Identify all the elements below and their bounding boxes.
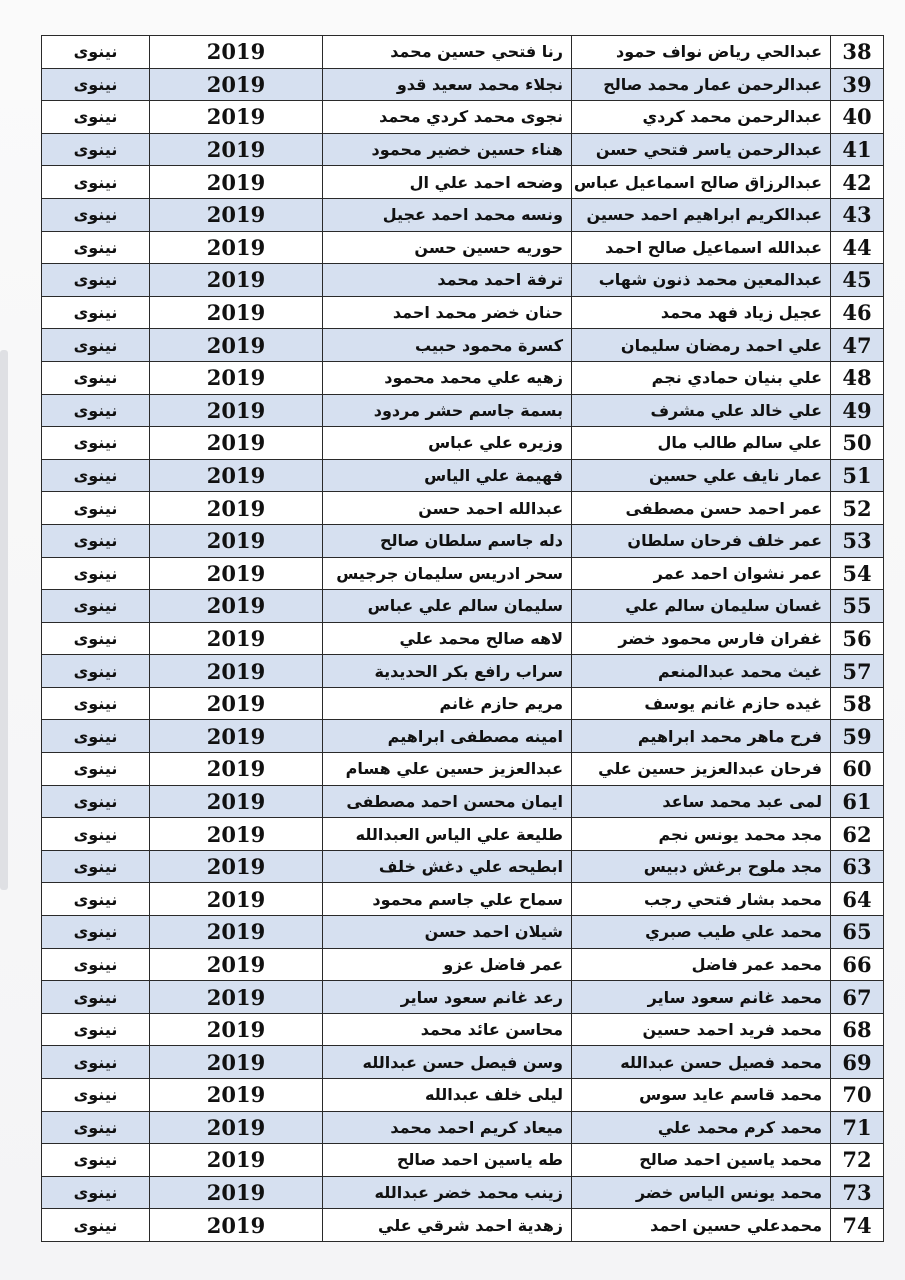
province-cell: نينوى xyxy=(42,524,150,557)
table-row xyxy=(42,1176,884,1209)
mother-name: رنا فتحي حسين محمد xyxy=(323,36,572,69)
mother-name: عبدالله احمد حسن xyxy=(323,492,572,525)
student-name: عبدالمعين محمد ذنون شهاب xyxy=(572,264,831,297)
year-cell: 2019 xyxy=(150,1111,323,1144)
mother-name: سراب رافع بكر الحديدية xyxy=(323,655,572,688)
table-row xyxy=(42,1111,884,1144)
province-cell: نينوى xyxy=(42,850,150,883)
mother-name: حنان خضر محمد احمد xyxy=(323,296,572,329)
row-number: 56 xyxy=(831,622,884,655)
mother-name: ابطيحه علي دغش خلف xyxy=(323,850,572,883)
row-number: 53 xyxy=(831,524,884,557)
year-cell: 2019 xyxy=(150,198,323,231)
row-number: 64 xyxy=(831,883,884,916)
mother-name: عمر فاضل عزو xyxy=(323,948,572,981)
year-cell: 2019 xyxy=(150,296,323,329)
province-cell: نينوى xyxy=(42,818,150,851)
student-name: محمدعلي حسين احمد xyxy=(572,1209,831,1242)
year-cell: 2019 xyxy=(150,133,323,166)
year-cell: 2019 xyxy=(150,590,323,623)
year-cell: 2019 xyxy=(150,264,323,297)
row-number: 70 xyxy=(831,1079,884,1112)
student-name: غيث محمد عبدالمنعم xyxy=(572,655,831,688)
row-number: 62 xyxy=(831,818,884,851)
student-name: محمد قاسم عايد سوس xyxy=(572,1079,831,1112)
row-number: 40 xyxy=(831,101,884,134)
student-name: لمى عبد محمد ساعد xyxy=(572,785,831,818)
row-number: 38 xyxy=(831,36,884,69)
table-row xyxy=(42,329,884,362)
table-row xyxy=(42,818,884,851)
province-cell: نينوى xyxy=(42,492,150,525)
province-cell: نينوى xyxy=(42,622,150,655)
province-cell: نينوى xyxy=(42,1013,150,1046)
year-cell: 2019 xyxy=(150,492,323,525)
province-cell: نينوى xyxy=(42,68,150,101)
province-cell: نينوى xyxy=(42,1079,150,1112)
student-name: محمد فريد احمد حسين xyxy=(572,1013,831,1046)
mother-name: فهيمة علي الياس xyxy=(323,459,572,492)
mother-name: ونسه محمد احمد عجيل xyxy=(323,198,572,231)
student-name: محمد كرم محمد علي xyxy=(572,1111,831,1144)
table-row xyxy=(42,557,884,590)
mother-name: ميعاد كريم احمد محمد xyxy=(323,1111,572,1144)
row-number: 39 xyxy=(831,68,884,101)
row-number: 57 xyxy=(831,655,884,688)
student-name: غيده حازم غانم يوسف xyxy=(572,687,831,720)
mother-name: نجوى محمد كردي محمد xyxy=(323,101,572,134)
year-cell: 2019 xyxy=(150,883,323,916)
mother-name: ترفة احمد محمد xyxy=(323,264,572,297)
table-row xyxy=(42,753,884,786)
mother-name: سليمان سالم علي عباس xyxy=(323,590,572,623)
student-name: عمر نشوان احمد عمر xyxy=(572,557,831,590)
province-cell: نينوى xyxy=(42,36,150,69)
table-row xyxy=(42,916,884,949)
year-cell: 2019 xyxy=(150,1013,323,1046)
mother-name: طليعة علي الياس العبدالله xyxy=(323,818,572,851)
mother-name: سماح علي جاسم محمود xyxy=(323,883,572,916)
table-row xyxy=(42,622,884,655)
table-row xyxy=(42,133,884,166)
year-cell: 2019 xyxy=(150,1144,323,1177)
province-cell: نينوى xyxy=(42,329,150,362)
row-number: 60 xyxy=(831,753,884,786)
row-number: 54 xyxy=(831,557,884,590)
province-cell: نينوى xyxy=(42,296,150,329)
province-cell: نينوى xyxy=(42,1209,150,1242)
student-name: عبدالرحمن محمد كردي xyxy=(572,101,831,134)
year-cell: 2019 xyxy=(150,981,323,1014)
table-row xyxy=(42,981,884,1014)
names-table xyxy=(41,35,884,1242)
province-cell: نينوى xyxy=(42,1176,150,1209)
mother-name: وزيره علي عباس xyxy=(323,427,572,460)
year-cell: 2019 xyxy=(150,166,323,199)
scrollbar-track[interactable] xyxy=(0,350,8,890)
year-cell: 2019 xyxy=(150,524,323,557)
province-cell: نينوى xyxy=(42,981,150,1014)
year-cell: 2019 xyxy=(150,753,323,786)
table-row xyxy=(42,427,884,460)
row-number: 55 xyxy=(831,590,884,623)
mother-name: طه ياسين احمد صالح xyxy=(323,1144,572,1177)
province-cell: نينوى xyxy=(42,459,150,492)
year-cell: 2019 xyxy=(150,101,323,134)
table-row xyxy=(42,655,884,688)
province-cell: نينوى xyxy=(42,753,150,786)
row-number: 66 xyxy=(831,948,884,981)
student-name: علي احمد رمضان سليمان xyxy=(572,329,831,362)
table-row xyxy=(42,264,884,297)
row-number: 59 xyxy=(831,720,884,753)
student-name: عبدالرزاق صالح اسماعيل عباس xyxy=(572,166,831,199)
mother-name: نجلاء محمد سعيد قدو xyxy=(323,68,572,101)
row-number: 74 xyxy=(831,1209,884,1242)
student-name: فرح ماهر محمد ابراهيم xyxy=(572,720,831,753)
mother-name: شيلان احمد حسن xyxy=(323,916,572,949)
year-cell: 2019 xyxy=(150,1176,323,1209)
student-name: عبدالرحمن عمار محمد صالح xyxy=(572,68,831,101)
year-cell: 2019 xyxy=(150,361,323,394)
mother-name: وضحه احمد علي ال xyxy=(323,166,572,199)
province-cell: نينوى xyxy=(42,687,150,720)
year-cell: 2019 xyxy=(150,622,323,655)
row-number: 44 xyxy=(831,231,884,264)
year-cell: 2019 xyxy=(150,687,323,720)
province-cell: نينوى xyxy=(42,427,150,460)
year-cell: 2019 xyxy=(150,329,323,362)
mother-name: ايمان محسن احمد مصطفى xyxy=(323,785,572,818)
row-number: 68 xyxy=(831,1013,884,1046)
row-number: 41 xyxy=(831,133,884,166)
year-cell: 2019 xyxy=(150,818,323,851)
row-number: 61 xyxy=(831,785,884,818)
table-row xyxy=(42,1046,884,1079)
table-row xyxy=(42,459,884,492)
year-cell: 2019 xyxy=(150,231,323,264)
year-cell: 2019 xyxy=(150,557,323,590)
province-cell: نينوى xyxy=(42,394,150,427)
row-number: 48 xyxy=(831,361,884,394)
province-cell: نينوى xyxy=(42,361,150,394)
province-cell: نينوى xyxy=(42,1046,150,1079)
row-number: 47 xyxy=(831,329,884,362)
student-name: عجيل زياد فهد محمد xyxy=(572,296,831,329)
year-cell: 2019 xyxy=(150,850,323,883)
province-cell: نينوى xyxy=(42,101,150,134)
row-number: 43 xyxy=(831,198,884,231)
year-cell: 2019 xyxy=(150,655,323,688)
table-row xyxy=(42,1013,884,1046)
year-cell: 2019 xyxy=(150,1079,323,1112)
student-name: محمد يونس الياس خضر xyxy=(572,1176,831,1209)
student-name: محمد عمر فاضل xyxy=(572,948,831,981)
student-name: علي سالم طالب مال xyxy=(572,427,831,460)
mother-name: محاسن عائد محمد xyxy=(323,1013,572,1046)
table-row xyxy=(42,720,884,753)
table-row xyxy=(42,296,884,329)
year-cell: 2019 xyxy=(150,427,323,460)
mother-name: كسرة محمود حبيب xyxy=(323,329,572,362)
student-name: محمد بشار فتحي رجب xyxy=(572,883,831,916)
table-row xyxy=(42,101,884,134)
year-cell: 2019 xyxy=(150,36,323,69)
row-number: 45 xyxy=(831,264,884,297)
table-row xyxy=(42,1079,884,1112)
province-cell: نينوى xyxy=(42,655,150,688)
mother-name: بسمة جاسم حشر مردود xyxy=(323,394,572,427)
row-number: 42 xyxy=(831,166,884,199)
province-cell: نينوى xyxy=(42,198,150,231)
student-name: عبدالكريم ابراهيم احمد حسين xyxy=(572,198,831,231)
table-row xyxy=(42,687,884,720)
mother-name: لاهه صالح محمد علي xyxy=(323,622,572,655)
table-row xyxy=(42,785,884,818)
student-name: مجد محمد يونس نجم xyxy=(572,818,831,851)
student-name: محمد ياسين احمد صالح xyxy=(572,1144,831,1177)
year-cell: 2019 xyxy=(150,720,323,753)
table-row xyxy=(42,1209,884,1242)
student-name: محمد فصيل حسن عبدالله xyxy=(572,1046,831,1079)
table-row xyxy=(42,231,884,264)
row-number: 71 xyxy=(831,1111,884,1144)
row-number: 49 xyxy=(831,394,884,427)
mother-name: امينه مصطفى ابراهيم xyxy=(323,720,572,753)
table-row xyxy=(42,948,884,981)
row-number: 50 xyxy=(831,427,884,460)
table-row xyxy=(42,394,884,427)
table-row xyxy=(42,166,884,199)
mother-name: ليلى خلف عبدالله xyxy=(323,1079,572,1112)
table-row xyxy=(42,36,884,69)
table-row xyxy=(42,361,884,394)
table-row xyxy=(42,68,884,101)
province-cell: نينوى xyxy=(42,231,150,264)
student-name: عمار نايف علي حسين xyxy=(572,459,831,492)
row-number: 65 xyxy=(831,916,884,949)
province-cell: نينوى xyxy=(42,720,150,753)
row-number: 63 xyxy=(831,850,884,883)
province-cell: نينوى xyxy=(42,557,150,590)
student-name: عبدالحي رياض نواف حمود xyxy=(572,36,831,69)
row-number: 72 xyxy=(831,1144,884,1177)
student-name: فرحان عبدالعزيز حسين علي xyxy=(572,753,831,786)
student-name: غسان سليمان سالم علي xyxy=(572,590,831,623)
row-number: 52 xyxy=(831,492,884,525)
year-cell: 2019 xyxy=(150,916,323,949)
mother-name: وسن فيصل حسن عبدالله xyxy=(323,1046,572,1079)
student-name: علي خالد علي مشرف xyxy=(572,394,831,427)
year-cell: 2019 xyxy=(150,459,323,492)
student-name: غفران فارس محمود خضر xyxy=(572,622,831,655)
year-cell: 2019 xyxy=(150,948,323,981)
mother-name: حوريه حسين حسن xyxy=(323,231,572,264)
row-number: 46 xyxy=(831,296,884,329)
year-cell: 2019 xyxy=(150,394,323,427)
province-cell: نينوى xyxy=(42,916,150,949)
province-cell: نينوى xyxy=(42,883,150,916)
mother-name: مريم حازم غانم xyxy=(323,687,572,720)
row-number: 67 xyxy=(831,981,884,1014)
province-cell: نينوى xyxy=(42,590,150,623)
mother-name: سحر ادريس سليمان جرجيس xyxy=(323,557,572,590)
mother-name: زينب محمد خضر عبدالله xyxy=(323,1176,572,1209)
year-cell: 2019 xyxy=(150,68,323,101)
province-cell: نينوى xyxy=(42,264,150,297)
mother-name: زهيه علي محمد محمود xyxy=(323,361,572,394)
mother-name: عبدالعزيز حسين علي هسام xyxy=(323,753,572,786)
student-name: علي بنيان حمادي نجم xyxy=(572,361,831,394)
table-row xyxy=(42,850,884,883)
table-row xyxy=(42,524,884,557)
mother-name: هناء حسين خضير محمود xyxy=(323,133,572,166)
student-name: محمد غانم سعود ساير xyxy=(572,981,831,1014)
year-cell: 2019 xyxy=(150,1209,323,1242)
student-name: عبدالرحمن ياسر فتحي حسن xyxy=(572,133,831,166)
year-cell: 2019 xyxy=(150,785,323,818)
row-number: 69 xyxy=(831,1046,884,1079)
province-cell: نينوى xyxy=(42,166,150,199)
row-number: 73 xyxy=(831,1176,884,1209)
table-row xyxy=(42,590,884,623)
student-name: مجد ملوح برغش دبيس xyxy=(572,850,831,883)
province-cell: نينوى xyxy=(42,1111,150,1144)
student-name: محمد علي طيب صبري xyxy=(572,916,831,949)
student-name: عبدالله اسماعيل صالح احمد xyxy=(572,231,831,264)
table-row xyxy=(42,883,884,916)
table-row xyxy=(42,1144,884,1177)
mother-name: رعد غانم سعود ساير xyxy=(323,981,572,1014)
student-name: عمر خلف فرحان سلطان xyxy=(572,524,831,557)
row-number: 58 xyxy=(831,687,884,720)
province-cell: نينوى xyxy=(42,133,150,166)
names-table-body xyxy=(42,36,884,1242)
row-number: 51 xyxy=(831,459,884,492)
province-cell: نينوى xyxy=(42,948,150,981)
province-cell: نينوى xyxy=(42,1144,150,1177)
table-row xyxy=(42,198,884,231)
year-cell: 2019 xyxy=(150,1046,323,1079)
mother-name: زهدية احمد شرقي علي xyxy=(323,1209,572,1242)
student-name: عمر احمد حسن مصطفى xyxy=(572,492,831,525)
mother-name: دله جاسم سلطان صالح xyxy=(323,524,572,557)
table-row xyxy=(42,492,884,525)
province-cell: نينوى xyxy=(42,785,150,818)
